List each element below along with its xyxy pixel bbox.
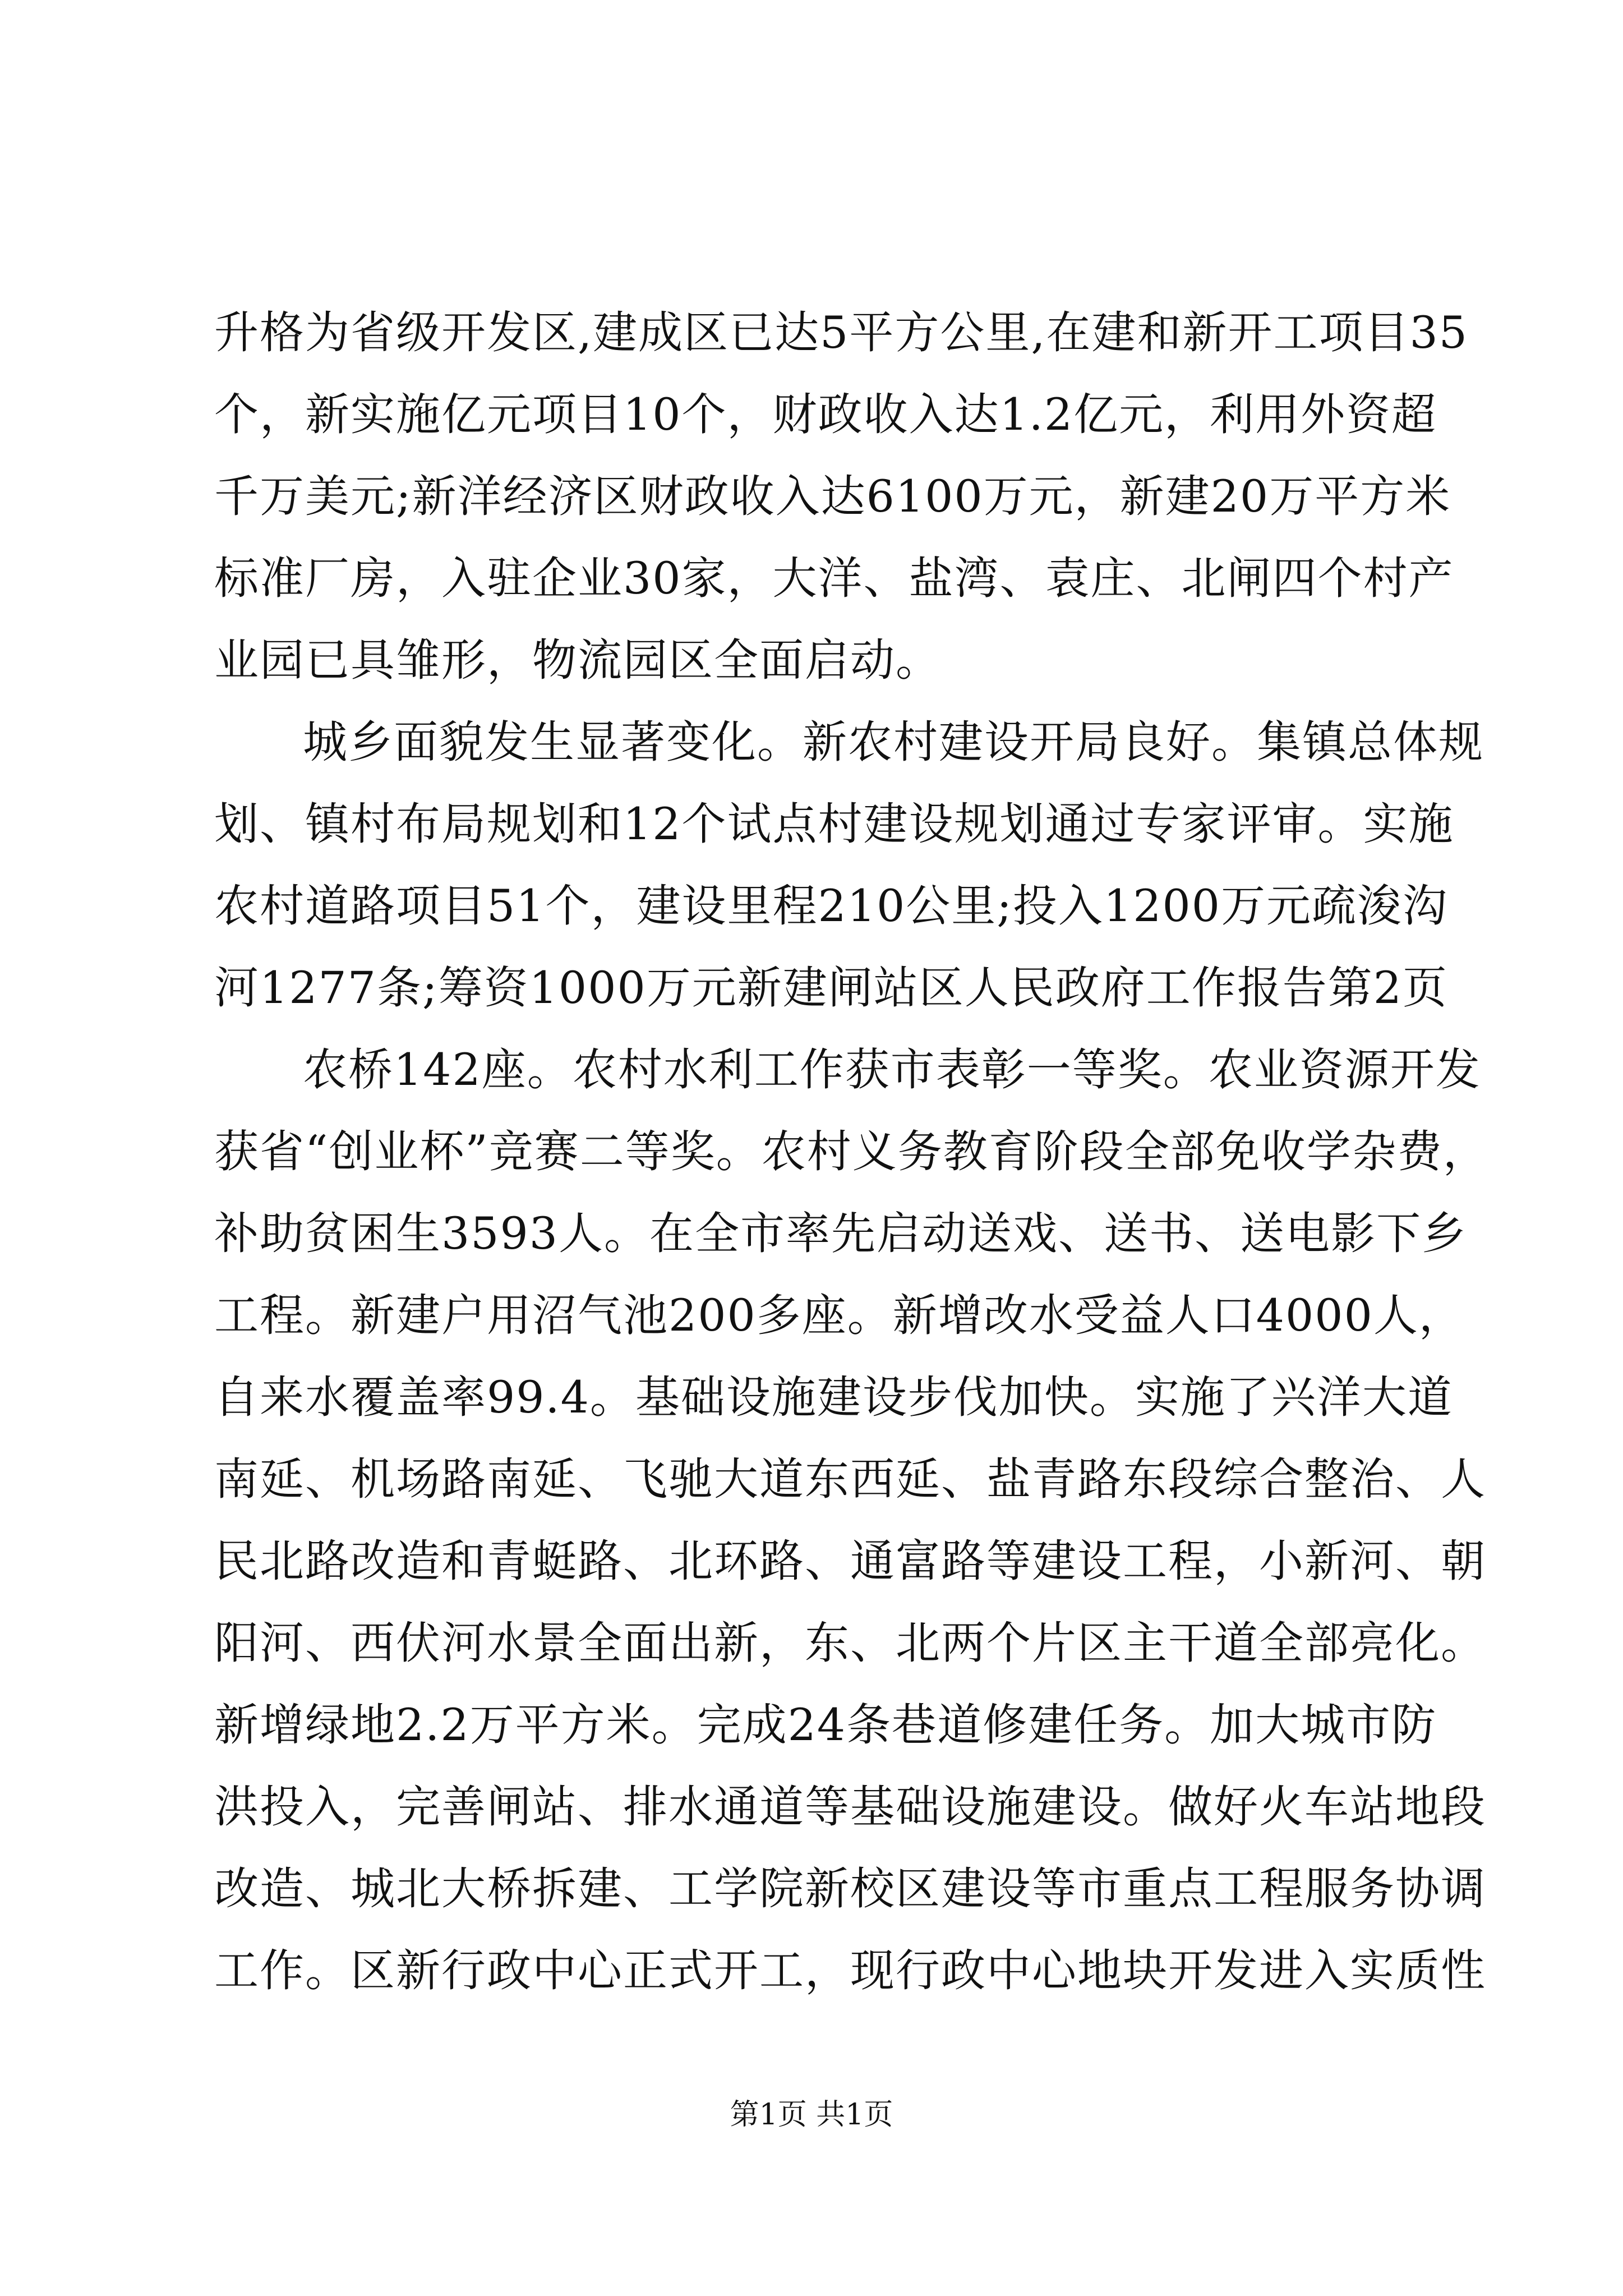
text-line: 河1277条;筹资1000万元新建闸站区人民政府工作报告第2页 [214,962,1448,1014]
text-line: 改造、城北大桥拆建、工学院新校区建设等市重点工程服务协调 [214,1863,1486,1915]
text-line: 千万美元;新洋经济区财政收入达6100万元，新建20万平方米 [214,471,1451,522]
text-line: 农村道路项目51个，建设里程210公里;投入1200万元疏浚沟 [214,880,1448,932]
text-line: 业园已具雏形，物流园区全面启动。 [214,634,941,686]
text-line: 新增绿地2.2万平方米。完成24条巷道修建任务。加大城市防 [214,1699,1437,1751]
text-line: 工作。区新行政中心正式开工，现行政中心地块开发进入实质性 [214,1945,1486,1996]
text-line: 洪投入，完善闸站、排水通道等基础设施建设。做好火车站地段 [214,1781,1486,1833]
text-line: 个，新实施亿元项目10个，财政收入达1.2亿元，利用外资超 [214,389,1437,440]
text-line: 补助贫困生3593人。在全市率先启动送戏、送书、送电影下乡 [214,1208,1468,1259]
text-line: 划、镇村布局规划和12个试点村建设规划通过专家评审。实施 [214,798,1454,850]
text-line: 获省“创业杯”竞赛二等奖。农村义务教育阶段全部免收学杂费， [214,1126,1488,1177]
text-line: 南延、机场路南延、飞驰大道东西延、盐青路东段综合整治、人 [214,1453,1486,1505]
text-line: 自来水覆盖率99.4。基础设施建设步伐加快。实施了兴洋大道 [214,1372,1453,1423]
text-line: 阳河、西伏河水景全面出新，东、北两个片区主干道全部亮化。 [214,1617,1486,1669]
text-line: 标准厂房，入驻企业30家，大洋、盐湾、袁庄、北闸四个村产 [214,553,1454,604]
text-line: 农桥142座。农村水利工作获市表彰一等奖。农业资源开发 [303,1044,1481,1096]
text-line: 工程。新建户用沼气池200多座。新增改水受益人口4000人， [214,1290,1464,1341]
text-line: 城乡面貌发生显著变化。新农村建设开局良好。集镇总体规 [303,716,1484,768]
text-line: 升格为省级开发区,建成区已达5平方公里,在建和新开工项目35 [214,307,1469,358]
page-footer: 第1页 共1页 [730,2098,893,2132]
text-line: 民北路改造和青蜓路、北环路、通富路等建设工程，小新河、朝 [214,1535,1486,1587]
body-text [214,292,1488,2012]
